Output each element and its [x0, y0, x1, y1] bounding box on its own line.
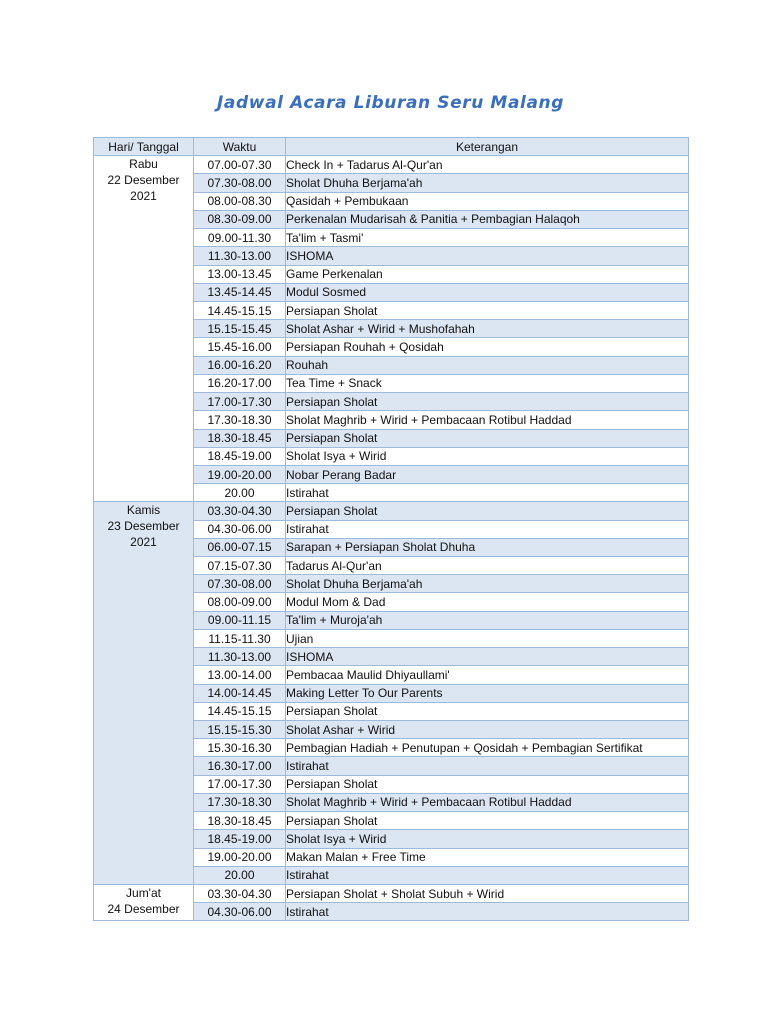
day-date: 23 Desember	[107, 519, 180, 534]
time-cell: 18.30-18.45	[194, 812, 286, 830]
day-cell	[94, 502, 194, 885]
activity-cell: Persiapan Sholat	[286, 775, 689, 793]
schedule-body	[94, 156, 689, 921]
time-cell: 17.00-17.30	[194, 393, 286, 411]
day-day: Kamis	[126, 503, 161, 518]
time-cell: 17.00-17.30	[194, 775, 286, 793]
activity-cell: Persiapan Sholat	[286, 812, 689, 830]
activity-cell: ISHOMA	[286, 648, 689, 666]
activity-cell: Sholat Maghrib + Wirid + Pembacaan Rotibul Haddad	[286, 411, 689, 429]
time-cell: 13.00-13.45	[194, 265, 286, 283]
time-cell: 14.45-15.15	[194, 702, 286, 720]
time-cell: 11.15-11.30	[194, 629, 286, 647]
time-cell: 04.30-06.00	[194, 903, 286, 921]
time-cell: 04.30-06.00	[194, 520, 286, 538]
activity-cell: Sholat Isya + Wirid	[286, 447, 689, 465]
time-cell: 07.30-08.00	[194, 174, 286, 192]
time-cell: 15.30-16.30	[194, 739, 286, 757]
time-cell: 09.00-11.30	[194, 229, 286, 247]
activity-cell: Sholat Ashar + Wirid	[286, 721, 689, 739]
activity-cell: Persiapan Sholat	[286, 393, 689, 411]
activity-cell: Sholat Maghrib + Wirid + Pembacaan Rotibul Haddad	[286, 793, 689, 811]
day-cell	[94, 156, 194, 502]
table-row	[94, 884, 689, 902]
schedule-table	[93, 137, 689, 921]
day-year: 2021	[130, 535, 157, 550]
activity-cell: Tea Time + Snack	[286, 374, 689, 392]
day-year: 2021	[130, 189, 157, 204]
time-cell: 08.30-09.00	[194, 210, 286, 228]
activity-cell: Ta'lim + Muroja'ah	[286, 611, 689, 629]
header-time: Waktu	[194, 138, 286, 156]
activity-cell: Istirahat	[286, 757, 689, 775]
activity-cell: ISHOMA	[286, 247, 689, 265]
activity-cell: Persiapan Sholat	[286, 429, 689, 447]
time-cell: 16.00-16.20	[194, 356, 286, 374]
activity-cell: Ta'lim + Tasmi'	[286, 229, 689, 247]
activity-cell: Modul Mom & Dad	[286, 593, 689, 611]
day-day: Rabu	[129, 157, 158, 172]
time-cell: 15.45-16.00	[194, 338, 286, 356]
time-cell: 07.15-07.30	[194, 557, 286, 575]
activity-cell: Persiapan Sholat	[286, 702, 689, 720]
activity-cell: Istirahat	[286, 866, 689, 884]
activity-cell: Persiapan Sholat	[286, 502, 689, 520]
time-cell: 15.15-15.30	[194, 721, 286, 739]
time-cell: 08.00-09.00	[194, 593, 286, 611]
activity-cell: Sholat Ashar + Wirid + Mushofahah	[286, 320, 689, 338]
time-cell: 13.45-14.45	[194, 283, 286, 301]
page-title: Jadwal Acara Liburan Seru Malang	[217, 93, 564, 113]
time-cell: 18.45-19.00	[194, 830, 286, 848]
time-cell: 07.00-07.30	[194, 156, 286, 174]
activity-cell: Check In + Tadarus Al-Qur'an	[286, 156, 689, 174]
time-cell: 15.15-15.45	[194, 320, 286, 338]
time-cell: 18.30-18.45	[194, 429, 286, 447]
time-cell: 19.00-20.00	[194, 848, 286, 866]
activity-cell: Modul Sosmed	[286, 283, 689, 301]
day-date: 24 Desember	[107, 901, 180, 916]
activity-cell: Sholat Isya + Wirid	[286, 830, 689, 848]
table-row	[94, 156, 689, 174]
day-cell	[94, 884, 194, 920]
header-day: Hari/ Tanggal	[94, 138, 194, 156]
time-cell: 16.20-17.00	[194, 374, 286, 392]
time-cell: 14.00-14.45	[194, 684, 286, 702]
activity-cell: Persiapan Sholat	[286, 301, 689, 319]
activity-cell: Rouhah	[286, 356, 689, 374]
activity-cell: Istirahat	[286, 903, 689, 921]
activity-cell: Pembacaa Maulid Dhiyaullami'	[286, 666, 689, 684]
activity-cell: Ujian	[286, 629, 689, 647]
activity-cell: Makan Malan + Free Time	[286, 848, 689, 866]
time-cell: 03.30-04.30	[194, 502, 286, 520]
time-cell: 03.30-04.30	[194, 884, 286, 902]
day-date: 22 Desember	[107, 173, 180, 188]
time-cell: 17.30-18.30	[194, 411, 286, 429]
activity-cell: Pembagian Hadiah + Penutupan + Qosidah + Pembagian Sertifikat	[286, 739, 689, 757]
time-cell: 13.00-14.00	[194, 666, 286, 684]
activity-cell: Perkenalan Mudarisah & Panitia + Pembagian Halaqoh	[286, 210, 689, 228]
time-cell: 09.00-11.15	[194, 611, 286, 629]
activity-cell: Making Letter To Our Parents	[286, 684, 689, 702]
activity-cell: Sholat Dhuha Berjama'ah	[286, 575, 689, 593]
activity-cell: Sholat Dhuha Berjama'ah	[286, 174, 689, 192]
table-row	[94, 502, 689, 520]
time-cell: 07.30-08.00	[194, 575, 286, 593]
header-row	[94, 138, 689, 156]
activity-cell: Game Perkenalan	[286, 265, 689, 283]
time-cell: 11.30-13.00	[194, 648, 286, 666]
time-cell: 18.45-19.00	[194, 447, 286, 465]
activity-cell: Istirahat	[286, 520, 689, 538]
time-cell: 17.30-18.30	[194, 793, 286, 811]
activity-cell: Qasidah + Pembukaan	[286, 192, 689, 210]
activity-cell: Persiapan Rouhah + Qosidah	[286, 338, 689, 356]
time-cell: 16.30-17.00	[194, 757, 286, 775]
time-cell: 14.45-15.15	[194, 301, 286, 319]
time-cell: 19.00-20.00	[194, 465, 286, 483]
time-cell: 06.00-07.15	[194, 538, 286, 556]
activity-cell: Tadarus Al-Qur'an	[286, 557, 689, 575]
activity-cell: Sarapan + Persiapan Sholat Dhuha	[286, 538, 689, 556]
day-day: Jum'at	[126, 885, 161, 900]
time-cell: 08.00-08.30	[194, 192, 286, 210]
activity-cell: Istirahat	[286, 484, 689, 502]
time-cell: 11.30-13.00	[194, 247, 286, 265]
header-activity: Keterangan	[286, 138, 689, 156]
activity-cell: Persiapan Sholat + Sholat Subuh + Wirid	[286, 884, 689, 902]
time-cell: 20.00	[194, 484, 286, 502]
activity-cell: Nobar Perang Badar	[286, 465, 689, 483]
table-header	[94, 138, 689, 156]
time-cell: 20.00	[194, 866, 286, 884]
